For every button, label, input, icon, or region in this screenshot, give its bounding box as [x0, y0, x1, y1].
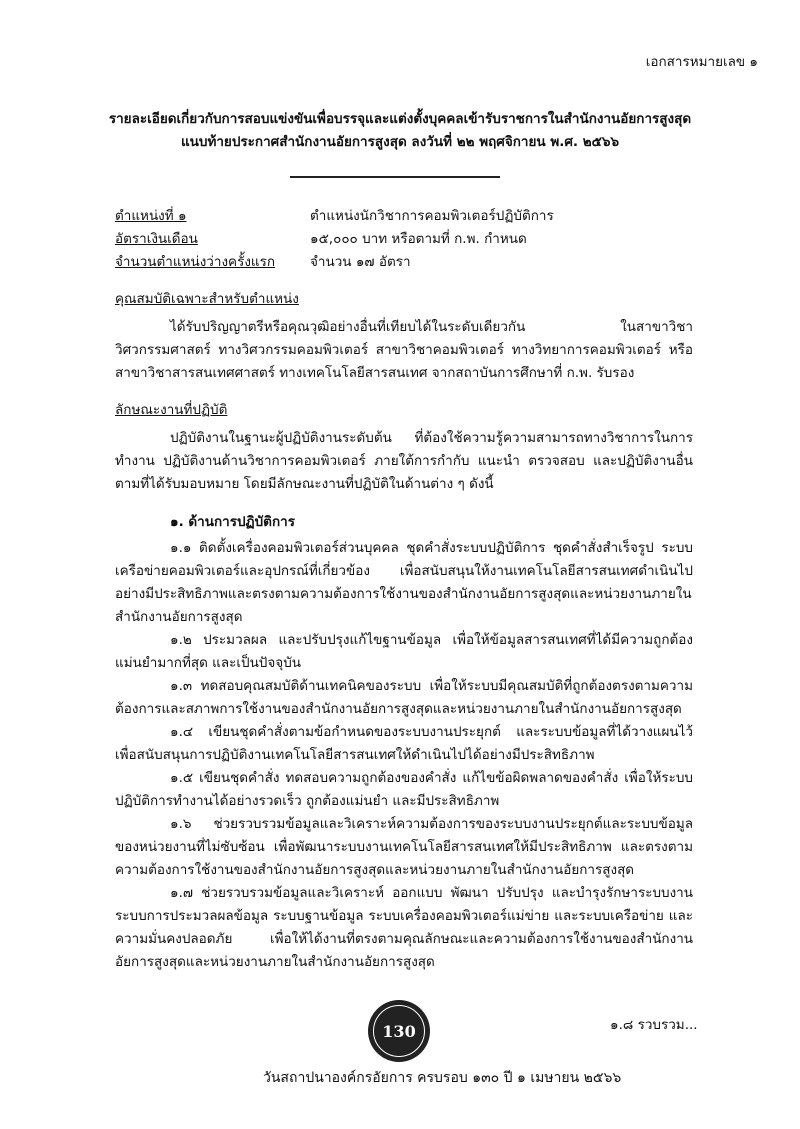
position-label: ตำแหน่งที่ ๑	[115, 208, 187, 224]
duty-item: ๑.๗ ช่วยรวบรวมข้อมูลและวิเคราะห์ ออกแบบ พัฒนา ปรับปรุง และบำรุงรักษาระบบงาน ระบบการประมวลผลข้อมูล ระบบฐานข้อมูล ระบบเครื่องคอมพิวเตอร์แม่ข่าย และระบบเครือข่าย และความมั่นคงปลอดภัย เพื่อให้ได้งานที่ตรงตามคุณลักษณะและความต้องการใช้งานของสำนักงานอัยการสูงสุดและหน่วยงานภายในสำนักงานอัยการสูงสุด	[115, 885, 693, 970]
salary-label: อัตราเงินเดือน	[115, 231, 198, 247]
document-number: เอกสารหมายเลข ๑	[645, 54, 758, 70]
title-line-1: รายละเอียดเกี่ยวกับการสอบแข่งขันเพื่อบรรจุและแต่งตั้งบุคคลเข้ารับราชการในสำนักงานอัยการสูงสุด	[108, 111, 692, 127]
position-info	[115, 205, 554, 274]
job-heading: ลักษณะงานที่ปฏิบัติ	[115, 402, 228, 418]
duty-item: ๑.๒ ประมวลผล และปรับปรุงแก้ไขฐานข้อมูล เพื่อให้ข้อมูลสารสนเทศที่ได้มีความถูกต้องแม่นยำมากที่สุด และเป็นปัจจุบัน	[115, 632, 693, 671]
vacancy-label: จำนวนตำแหน่งว่างครั้งแรก	[115, 254, 276, 270]
duty-item: ๑.๕ เขียนชุดคำสั่ง ทดสอบความถูกต้องของคำสั่ง แก้ไขข้อผิดพลาดของคำสั่ง เพื่อให้ระบบปฏิบัติการทำงานได้อย่างรวดเร็ว ถูกต้องแม่นยำ และมีประสิทธิภาพ	[115, 770, 693, 809]
qualification-heading: คุณสมบัติเฉพาะสำหรับตำแหน่ง	[115, 291, 299, 307]
continued-note: ๑.๘ รวบรวม...	[610, 1017, 698, 1033]
section-heading: ๑. ด้านการปฏิบัติการ	[170, 514, 295, 530]
position-value: ตำแหน่งนักวิชาการคอมพิวเตอร์ปฏิบัติการ	[310, 208, 554, 224]
logo-emblem-icon: 130	[373, 1005, 425, 1057]
duty-item: ๑.๔ เขียนชุดคำสั่งตามข้อกำหนดของระบบงานประยุกต์ และระบบข้อมูลที่ได้วางแผนไว้ เพื่อสนับสนุนการปฏิบัติงานเทคโนโลยีสารสนเทศให้ดำเนินไปได้อย่างมีประสิทธิภาพ	[115, 724, 693, 763]
title-divider	[290, 176, 500, 178]
title-line-2: แนบท้ายประกาศสำนักงานอัยการสูงสุด ลงวันที่ ๒๒ พฤศจิกายน พ.ศ. ๒๕๖๖	[180, 134, 620, 150]
qualification-text: ได้รับปริญญาตรีหรือคุณวุฒิอย่างอื่นที่เทียบได้ในระดับเดียวกัน ในสาขาวิชาวิศวกรรมศาสตร์ ทางวิศวกรรมคอมพิวเตอร์ สาขาวิชาคอมพิวเตอร์ ทางวิทยาการคอมพิวเตอร์ หรือสาขาวิชาสารสนเทศศาสตร์ ทางเทคโนโลยีสารสนเทศ จากสถาบันการศึกษาที่ ก.พ. รับรอง	[115, 319, 693, 381]
duty-item: ๑.๓ ทดสอบคุณสมบัติด้านเทคนิคของระบบ เพื่อให้ระบบมีคุณสมบัติที่ถูกต้องตรงตามความต้องการและสภาพการใช้งานของสำนักงานอัยการสูงสุดและหน่วยงานภายในสำนักงานอัยการสูงสุด	[115, 678, 693, 717]
salary-value: ๑๕,๐๐๐ บาท หรือตามที่ ก.พ. กำหนด	[310, 231, 527, 247]
duty-item: ๑.๖ ช่วยรวบรวมข้อมูลและวิเคราะห์ความต้องการของระบบงานประยุกต์และระบบข้อมูลของหน่วยงานที่ไม่ซับซ้อน เพื่อพัฒนาระบบงานเทคโนโลยีสารสนเทศให้มีประสิทธิภาพ และตรงตามความต้องการใช้งานของสำนักงานอัยการสูงสุดและหน่วยงานภายในสำนักงานอัยการสูงสุด	[115, 816, 693, 878]
vacancy-value: จำนวน ๑๗ อัตรา	[310, 254, 411, 270]
anniversary-logo	[368, 1000, 430, 1062]
document-title	[0, 108, 800, 154]
duty-item: ๑.๑ ติดตั้งเครื่องคอมพิวเตอร์ส่วนบุคคล ชุดคำสั่งระบบปฏิบัติการ ชุดคำสั่งสำเร็จรูป ระบบเครือข่ายคอมพิวเตอร์และอุปกรณ์ที่เกี่ยวข้อง เพื่อสนับสนุนให้งานเทคโนโลยีสารสนเทศดำเนินไปอย่างมีประสิทธิภาพและตรงตามความต้องการใช้งานของสำนักงานอัยการสูงสุดและหน่วยงานภายในสำนักงานอัยการสูงสุด	[115, 540, 693, 625]
footer-text: วันสถาปนาองค์กรอัยการ ครบรอบ ๑๓๐ ปี ๑ เมษายน ๒๕๖๖	[263, 1070, 622, 1086]
job-text: ปฏิบัติงานในฐานะผู้ปฏิบัติงานระดับต้น ที่ต้องใช้ความรู้ความสามารถทางวิชาการในการทำงาน ปฏิบัติงานด้านวิชาการคอมพิวเตอร์ ภายใต้การกำกับ แนะนำ ตรวจสอบ และปฏิบัติงานอื่นตามที่ได้รับมอบหมาย โดยมีลักษณะงานที่ปฏิบัติในด้านต่าง ๆ ดังนี้	[115, 430, 693, 492]
duty-list	[115, 537, 693, 974]
